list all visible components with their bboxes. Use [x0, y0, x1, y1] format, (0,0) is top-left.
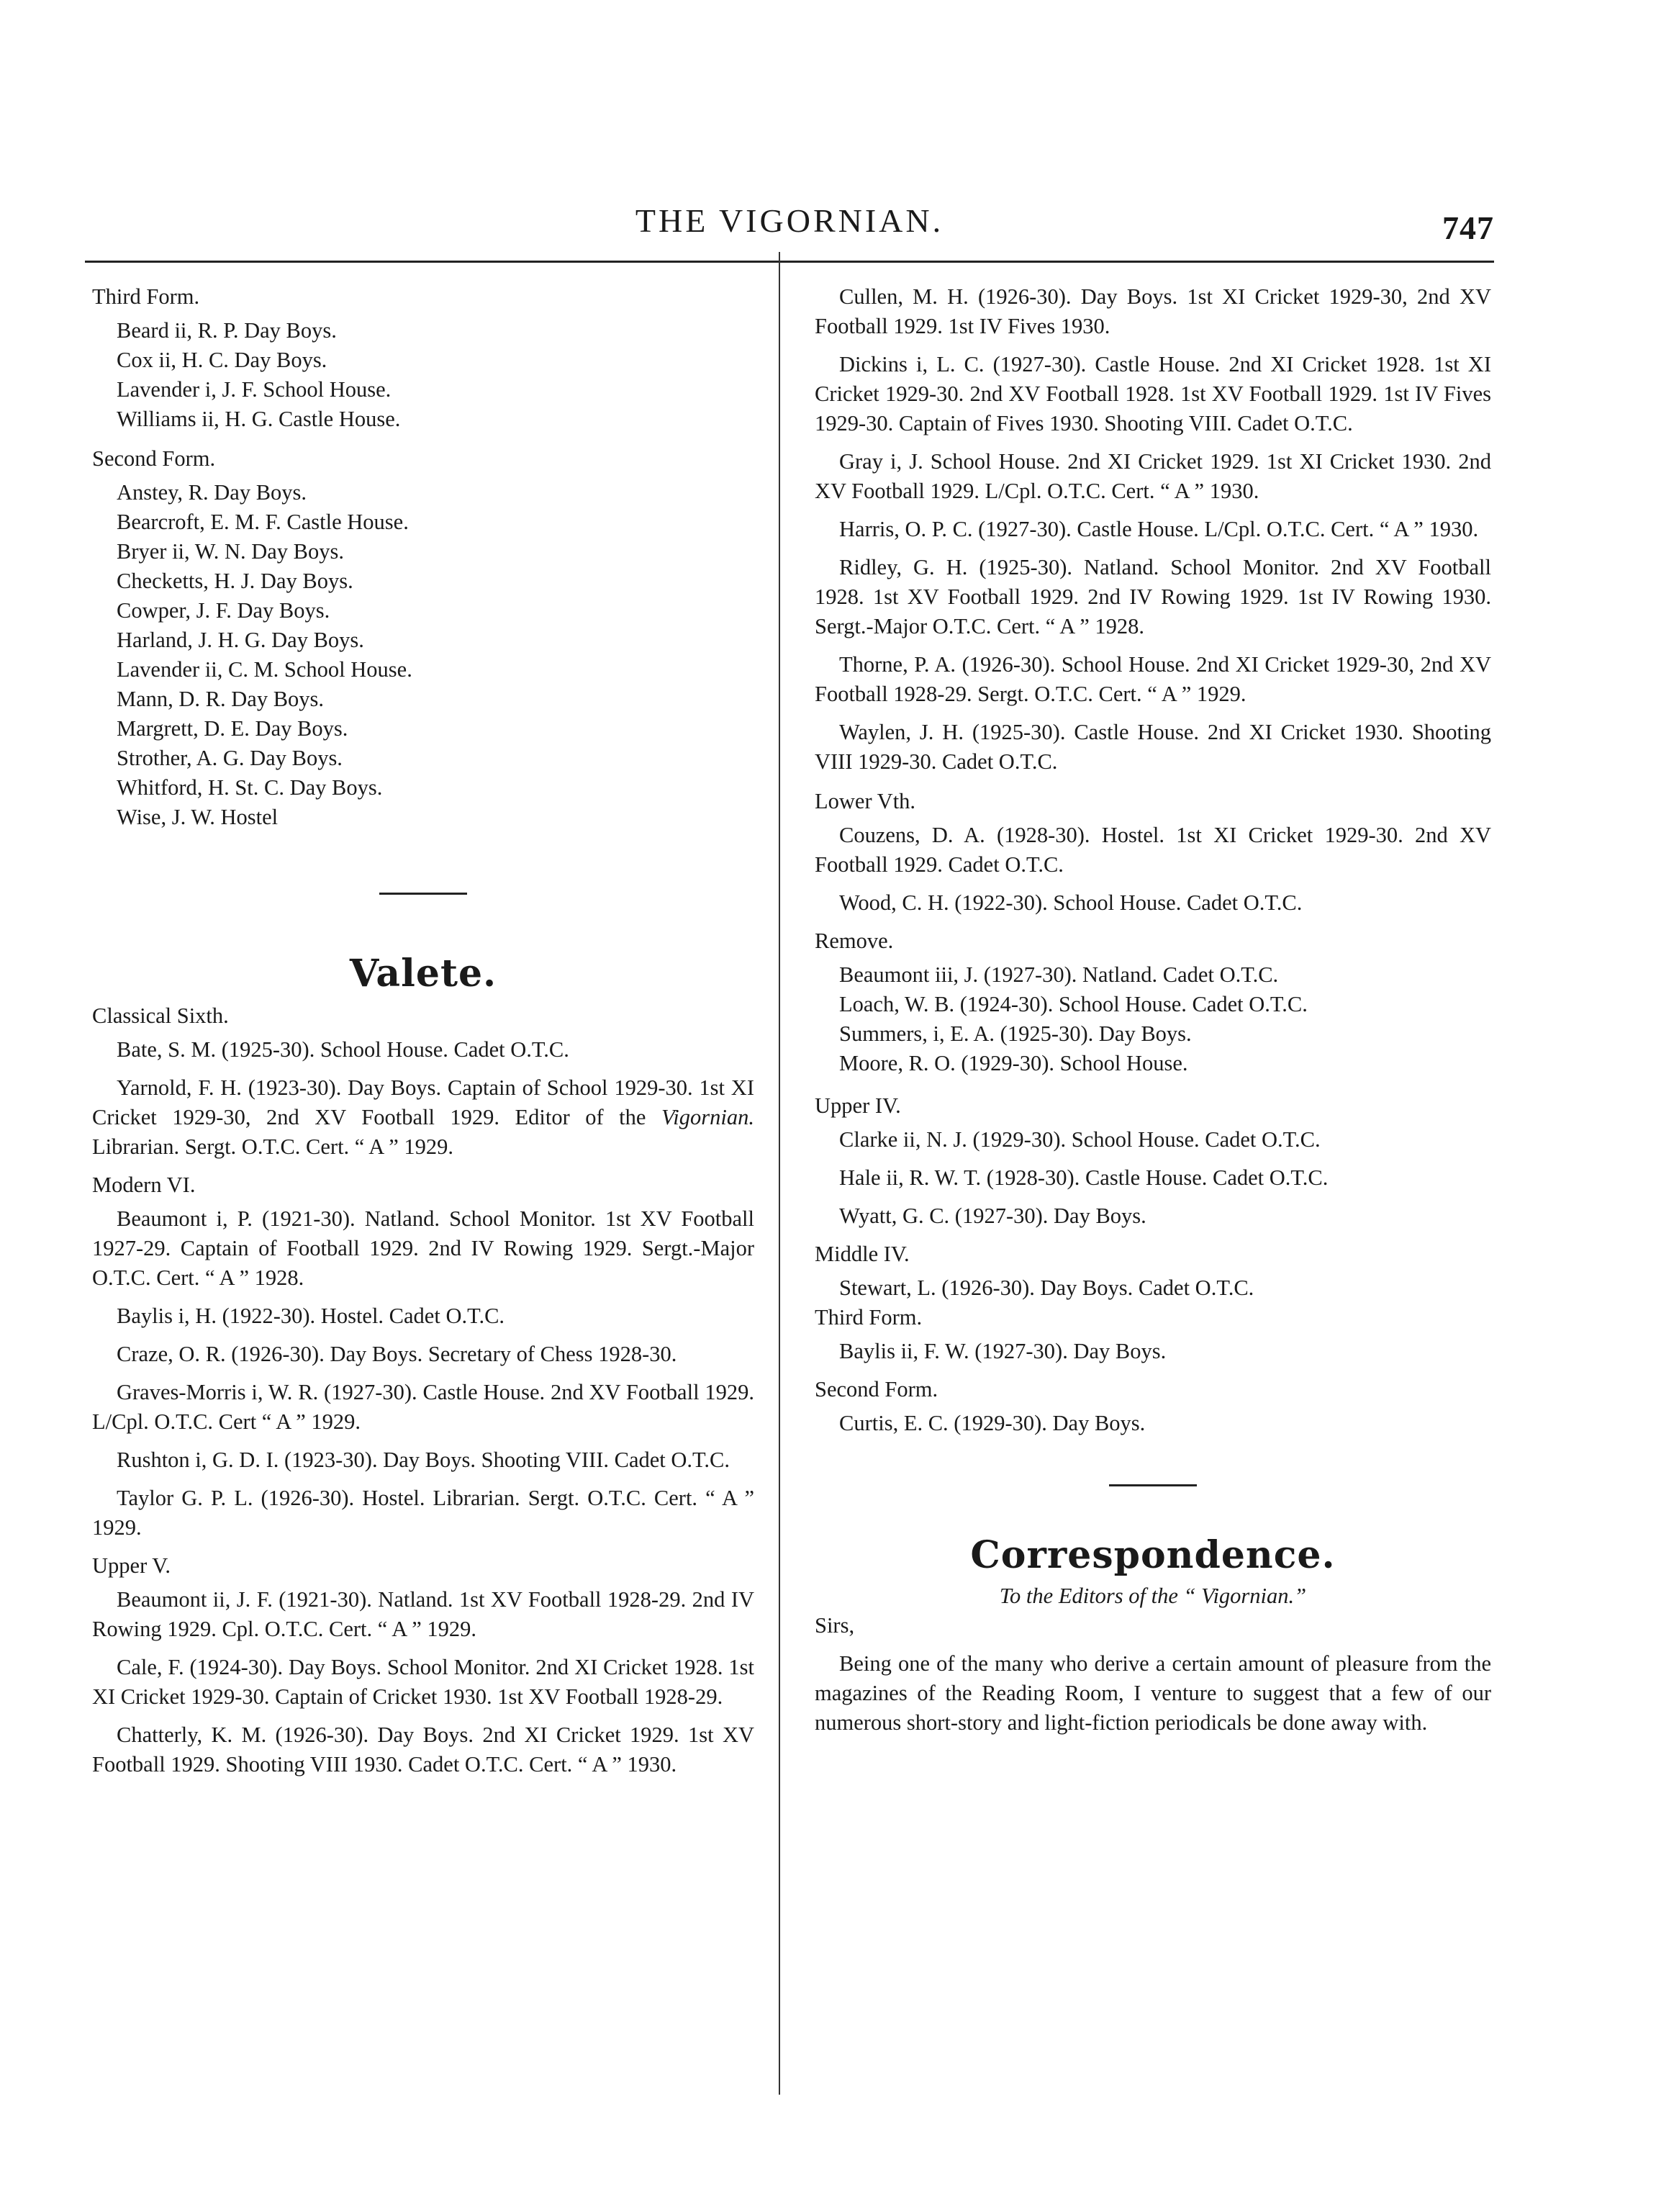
section-heading: Third Form. [92, 284, 200, 309]
section-middle-iv [815, 1240, 1491, 1303]
entry-text: Yarnold, F. H. (1923-30). Day Boys. Captain of School 1929-30. 1st XI Cricket 1929-30, 2nd XV Football 1929. Editor of the [92, 1075, 754, 1129]
list-item: Clarke ii, N. J. (1929-30). School House. Cadet O.T.C. [839, 1127, 1321, 1152]
section-heading: Classical Sixth. [92, 1003, 229, 1028]
list-item: Bryer ii, W. N. Day Boys. [117, 539, 345, 564]
list-item: Cox ii, H. C. Day Boys. [117, 348, 327, 372]
list-item: Bate, S. M. (1925-30). School House. Cadet O.T.C. [117, 1037, 569, 1062]
list-item: Couzens, D. A. (1928-30). Hostel. 1st XI Cricket 1929-30. 2nd XV Football 1929. Cadet O.T.C. [815, 823, 1491, 877]
section-heading: Upper IV. [815, 1093, 901, 1118]
list-item: Beaumont i, P. (1921-30). Natland. School Monitor. 1st XV Football 1927-29. Captain of Football 1929. 2nd IV Rowing 1929. Sergt.-Major O.T.C. Cert. “ A ” 1928. [92, 1206, 754, 1290]
column-divider [779, 252, 780, 2095]
section-heading: Third Form. [815, 1305, 923, 1330]
list-item: Cale, F. (1924-30). Day Boys. School Monitor. 2nd XI Cricket 1928. 1st XI Cricket 1929-30. Captain of Cricket 1930. 1st XV Football 1928-29. [92, 1655, 754, 1709]
list-item: Thorne, P. A. (1926-30). School House. 2nd XI Cricket 1929-30, 2nd XV Football 1928-29. Sergt. O.T.C. Cert. “ A ” 1929. [815, 652, 1491, 706]
section-heading: Modern VI. [92, 1173, 196, 1197]
section-upper-v-continued [815, 282, 1491, 777]
list-item: Williams ii, H. G. Castle House. [117, 407, 401, 431]
section-heading: Remove. [815, 929, 894, 953]
correspondence-title: Correspondence. [970, 1533, 1336, 1577]
list-item: Graves-Morris i, W. R. (1927-30). Castle House. 2nd XV Football 1929. L/Cpl. O.T.C. Cert “ A ” 1929. [92, 1380, 754, 1434]
list-item: Rushton i, G. D. I. (1923-30). Day Boys. Shooting VIII. Cadet O.T.C. [117, 1448, 730, 1472]
list-item: Bearcroft, E. M. F. Castle House. [117, 510, 409, 534]
list-item: Curtis, E. C. (1929-30). Day Boys. [839, 1411, 1146, 1435]
section-heading: Upper V. [92, 1553, 171, 1578]
section-upper-iv [815, 1091, 1491, 1231]
list-item: Craze, O. R. (1926-30). Day Boys. Secretary of Chess 1928-30. [117, 1342, 677, 1366]
list-item: Chatterly, K. M. (1926-30). Day Boys. 2nd XI Cricket 1929. 1st XV Football 1929. Shooting VIII 1930. Cadet O.T.C. Cert. “ A ” 1930. [92, 1723, 754, 1777]
section-heading: Second Form. [815, 1377, 938, 1401]
page-number: 747 [1442, 209, 1494, 246]
list-item: Margrett, D. E. Day Boys. [117, 716, 348, 741]
section-second-form-right [815, 1375, 1491, 1438]
letter-salutation: Sirs, [815, 1613, 855, 1638]
list-item: Harris, O. P. C. (1927-30). Castle House. L/Cpl. O.T.C. Cert. “ A ” 1930. [839, 517, 1479, 541]
list-item: Moore, R. O. (1929-30). School House. [839, 1051, 1188, 1075]
section-upper-v [92, 1551, 754, 1779]
list-item: Beard ii, R. P. Day Boys. [117, 318, 337, 343]
section-third-form-right [815, 1303, 1491, 1366]
list-item: Anstey, R. Day Boys. [117, 480, 307, 505]
journal-title: THE VIGORNIAN. [635, 202, 944, 239]
list-item: Dickins i, L. C. (1927-30). Castle House. 2nd XI Cricket 1928. 1st XI Cricket 1929-30. 2nd XV Football 1928. 1st XV Football 1929. 1st IV Fives 1929-30. Captain of Fives 1930. Shooting VIII. Cadet O.T.C. [815, 352, 1491, 435]
list-item: Wise, J. W. Hostel [117, 805, 279, 829]
section-heading: Lower Vth. [815, 789, 916, 813]
list-item: Lavender ii, C. M. School House. [117, 657, 412, 682]
left-column [92, 282, 754, 1794]
section-modern-vi [92, 1170, 754, 1543]
list-item: Whitford, H. St. C. Day Boys. [117, 775, 383, 800]
section-second-form [92, 444, 754, 832]
list-item: Hale ii, R. W. T. (1928-30). Castle House. Cadet O.T.C. [839, 1165, 1329, 1190]
list-item: Baylis i, H. (1922-30). Hostel. Cadet O.T.C. [117, 1304, 505, 1328]
list-item: Cowper, J. F. Day Boys. [117, 598, 330, 623]
list-item: Summers, i, E. A. (1925-30). Day Boys. [839, 1021, 1192, 1046]
list-item: Harland, J. H. G. Day Boys. [117, 628, 364, 652]
list-item: Wyatt, G. C. (1927-30). Day Boys. [839, 1204, 1146, 1228]
section-classical-sixth [92, 1001, 754, 1162]
list-item: Taylor G. P. L. (1926-30). Hostel. Librarian. Sergt. O.T.C. Cert. “ A ” 1929. [92, 1486, 754, 1540]
list-item: Cullen, M. H. (1926-30). Day Boys. 1st XI Cricket 1929-30, 2nd XV Football 1929. 1st IV Fives 1930. [815, 284, 1491, 338]
letter-body: Being one of the many who derive a certain amount of pleasure from the magazines of the Reading Room, I venture to suggest that a few of our numerous short-story and light-fiction periodicals be done away with. [815, 1651, 1491, 1735]
section-remove [815, 926, 1491, 1078]
right-column [815, 282, 1491, 1746]
list-item-yarnold [92, 1073, 754, 1162]
list-item: Lavender i, J. F. School House. [117, 377, 392, 402]
letter-addressee: To the Editors of the “ Vigornian.” [999, 1584, 1307, 1608]
list-item: Wood, C. H. (1922-30). School House. Cadet O.T.C. [839, 890, 1303, 915]
magazine-title: Vigornian. [661, 1105, 754, 1129]
valete-title: Valete. [349, 952, 497, 996]
section-third-form [92, 282, 754, 434]
section-heading: Second Form. [92, 446, 216, 471]
entry-text: Librarian. Sergt. O.T.C. Cert. “ A ” 1929. [92, 1134, 454, 1159]
list-item: Beaumont ii, J. F. (1921-30). Natland. 1st XV Football 1928-29. 2nd IV Rowing 1929. Cpl. O.T.C. Cert. “ A ” 1929. [92, 1587, 754, 1641]
list-item: Baylis ii, F. W. (1927-30). Day Boys. [839, 1339, 1167, 1363]
list-item: Beaumont iii, J. (1927-30). Natland. Cadet O.T.C. [839, 962, 1279, 987]
list-item: Ridley, G. H. (1925-30). Natland. School Monitor. 2nd XV Football 1928. 1st XV Football 1929. 2nd IV Rowing 1929. 1st IV Rowing 1930. Sergt.-Major O.T.C. Cert. “ A ” 1928. [815, 555, 1491, 638]
running-head [85, 196, 1494, 263]
list-item: Gray i, J. School House. 2nd XI Cricket 1929. 1st XI Cricket 1930. 2nd XV Football 1929. L/Cpl. O.T.C. Cert. “ A ” 1930. [815, 449, 1491, 503]
list-item: Waylen, J. H. (1925-30). Castle House. 2nd XI Cricket 1930. Shooting VIII 1929-30. Cadet O.T.C. [815, 720, 1491, 774]
list-item: Mann, D. R. Day Boys. [117, 687, 325, 711]
list-item: Loach, W. B. (1924-30). School House. Cadet O.T.C. [839, 992, 1308, 1016]
list-item: Checketts, H. J. Day Boys. [117, 569, 353, 593]
list-item: Strother, A. G. Day Boys. [117, 746, 343, 770]
list-item: Stewart, L. (1926-30). Day Boys. Cadet O.T.C. [839, 1276, 1254, 1300]
section-heading: Middle IV. [815, 1242, 910, 1266]
section-lower-vth [815, 787, 1491, 918]
